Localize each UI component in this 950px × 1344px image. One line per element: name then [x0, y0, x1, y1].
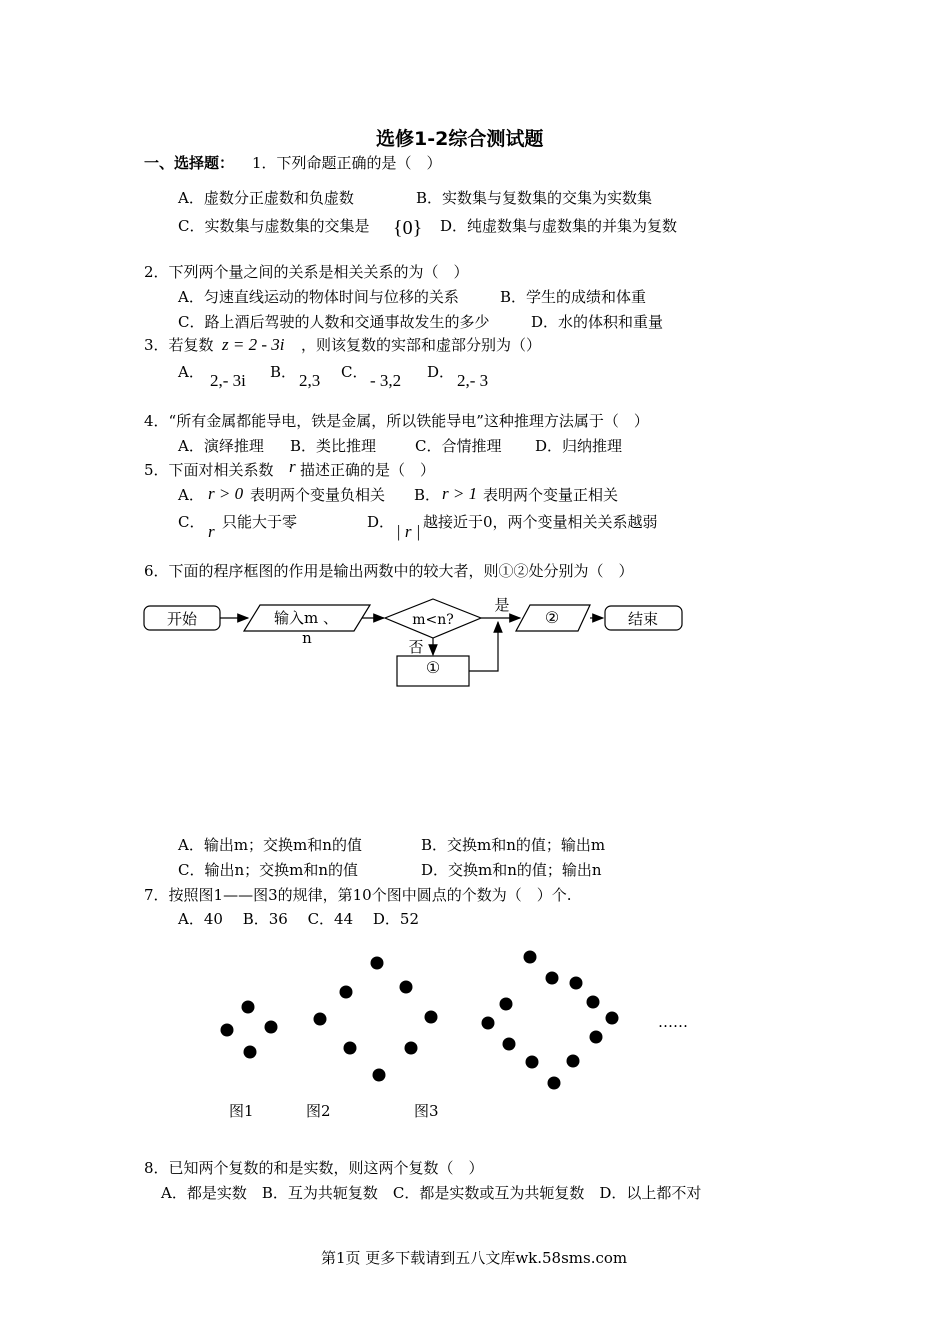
q1-stem: 1．下列命题正确的是（ ） — [252, 154, 442, 172]
q4-option-b: B．类比推理 — [290, 437, 377, 455]
q6-stem: 6．下面的程序框图的作用是输出两数中的较大者，则①②处分别为（ ） — [144, 562, 634, 580]
q5-option-c-math: r — [208, 522, 215, 541]
q7-options: A．40 B．36 C．44 D．52 — [178, 910, 420, 928]
q2-option-d: D．水的体积和重量 — [531, 313, 664, 331]
dot — [548, 1077, 561, 1090]
dot — [344, 1042, 357, 1055]
q5-option-d-math: | r | — [396, 522, 421, 541]
q2-option-b: B．学生的成绩和体重 — [500, 288, 647, 306]
flow-decision-label: m<n? — [412, 612, 454, 628]
flow-step2-label: ② — [544, 608, 560, 627]
q1-option-a: A．虚数分正虚数和负虚数 — [178, 189, 354, 207]
q5-option-d-text: 越接近于0，两个变量相关关系越弱 — [423, 513, 658, 531]
dot — [590, 1031, 603, 1044]
q8-stem: 8．已知两个复数的和是实数，则这两个复数（ ） — [144, 1159, 484, 1177]
dot — [546, 972, 559, 985]
dot-group-fig3 — [482, 951, 619, 1090]
flow-arrow-loop — [469, 622, 498, 671]
q3-stem-post: ，则该复数的实部和虚部分别为（） — [301, 336, 542, 354]
q3-option-b-value: 2,3 — [299, 371, 321, 390]
q5-option-a-math: r > 0 — [208, 484, 244, 503]
flow-yes-label: 是 — [494, 596, 510, 614]
q2-option-a: A．匀速直线运动的物体时间与位移的关系 — [178, 288, 459, 306]
q4-option-d: D．归纳推理 — [535, 437, 623, 455]
q1-option-c: C．实数集与虚数集的交集是 — [178, 217, 370, 235]
q3-option-c-label: C． — [341, 363, 368, 381]
q5-stem-post: 描述正确的是（ ） — [300, 461, 436, 479]
q5-option-d-label: D． — [367, 513, 395, 531]
dot — [526, 1056, 539, 1069]
dot — [524, 951, 537, 964]
dot — [244, 1046, 257, 1059]
section-heading: 一、选择题： — [144, 154, 235, 172]
q3-formula: z = 2 - 3i — [222, 335, 285, 354]
dot — [265, 1021, 278, 1034]
fig2-caption: 图2 — [306, 1102, 331, 1120]
page-title: 选修1-2综合测试题 — [376, 128, 544, 150]
dot-group-fig2 — [314, 957, 438, 1082]
q3-option-a-label: A． — [178, 363, 204, 381]
flow-no-label: 否 — [408, 638, 424, 656]
q7-stem: 7．按照图1——图3的规律，第10个图中圆点的个数为（ ）个. — [144, 886, 572, 904]
q3-stem-pre: 3．若复数 — [144, 336, 214, 354]
dot — [503, 1038, 516, 1051]
q6-option-b: B．交换m和n的值；输出m — [421, 836, 606, 854]
dot — [567, 1055, 580, 1068]
q1-option-c-set: {0} — [393, 217, 423, 239]
dot — [405, 1042, 418, 1055]
dot — [587, 996, 600, 1009]
fig3-caption: 图3 — [414, 1102, 439, 1120]
q6-option-d: D．交换m和n的值；输出n — [421, 861, 602, 879]
flow-start-label: 开始 — [166, 610, 198, 628]
dot — [340, 986, 353, 999]
q4-stem: 4．“所有金属都能导电，铁是金属，所以铁能导电”这种推理方法属于（ ） — [144, 412, 649, 430]
dot — [482, 1017, 495, 1030]
q1-option-b: B．实数集与复数集的交集为实数集 — [416, 189, 653, 207]
flow-input-line1: 输入m 、 — [274, 609, 338, 627]
q5-option-a-label: A． — [178, 486, 204, 504]
q2-option-c: C．路上酒后驾驶的人数和交通事故发生的多少 — [178, 313, 490, 331]
dot — [500, 998, 513, 1011]
fig1-caption: 图1 — [229, 1102, 254, 1120]
q5-option-b-math: r > 1 — [442, 484, 478, 503]
q5-option-a-text: 表明两个变量负相关 — [250, 486, 386, 504]
q4-option-a: A．演绎推理 — [178, 437, 264, 455]
dot — [242, 1001, 255, 1014]
dot — [221, 1024, 234, 1037]
q4-option-c: C．合情推理 — [415, 437, 502, 455]
q3-option-d-label: D． — [427, 363, 455, 381]
q5-option-b-text: 表明两个变量正相关 — [483, 486, 619, 504]
dot — [606, 1012, 619, 1025]
dot-group-fig1 — [221, 1001, 278, 1059]
q8-options: A．都是实数 B．互为共轭复数 C．都是实数或互为共轭复数 D．以上都不对 — [161, 1184, 702, 1202]
q5-r-symbol: r — [289, 457, 296, 476]
q3-option-b-label: B． — [270, 363, 297, 381]
q5-option-b-label: B． — [414, 486, 441, 504]
dot — [425, 1011, 438, 1024]
dot — [371, 957, 384, 970]
page-footer: 第1页 更多下载请到五八文库wk.58sms.com — [321, 1249, 628, 1267]
dot — [314, 1013, 327, 1026]
q3-option-c-value: - 3,2 — [370, 371, 402, 390]
dot — [570, 977, 583, 990]
q2-stem: 2．下列两个量之间的关系是相关关系的为（ ） — [144, 263, 469, 281]
q5-option-c-text: 只能大于零 — [222, 513, 298, 531]
q3-option-a-value: 2,- 3i — [210, 371, 246, 390]
flow-step1-label: ① — [425, 658, 441, 677]
dot-pattern-figure — [0, 940, 950, 1100]
dot — [400, 981, 413, 994]
q1-option-d: D．纯虚数集与虚数集的并集为复数 — [440, 217, 678, 235]
q5-option-c-label: C． — [178, 513, 205, 531]
q3-option-d-value: 2,- 3 — [457, 371, 489, 390]
flow-input-line2: n — [302, 629, 312, 647]
dot-pattern-ellipsis: …… — [658, 1013, 688, 1031]
flow-end-label: 结束 — [627, 610, 659, 628]
dot — [373, 1069, 386, 1082]
q6-option-a: A．输出m；交换m和n的值 — [178, 836, 362, 854]
q6-option-c: C．输出n；交换m和n的值 — [178, 861, 359, 879]
q5-stem-pre: 5．下面对相关系数 — [144, 461, 274, 479]
